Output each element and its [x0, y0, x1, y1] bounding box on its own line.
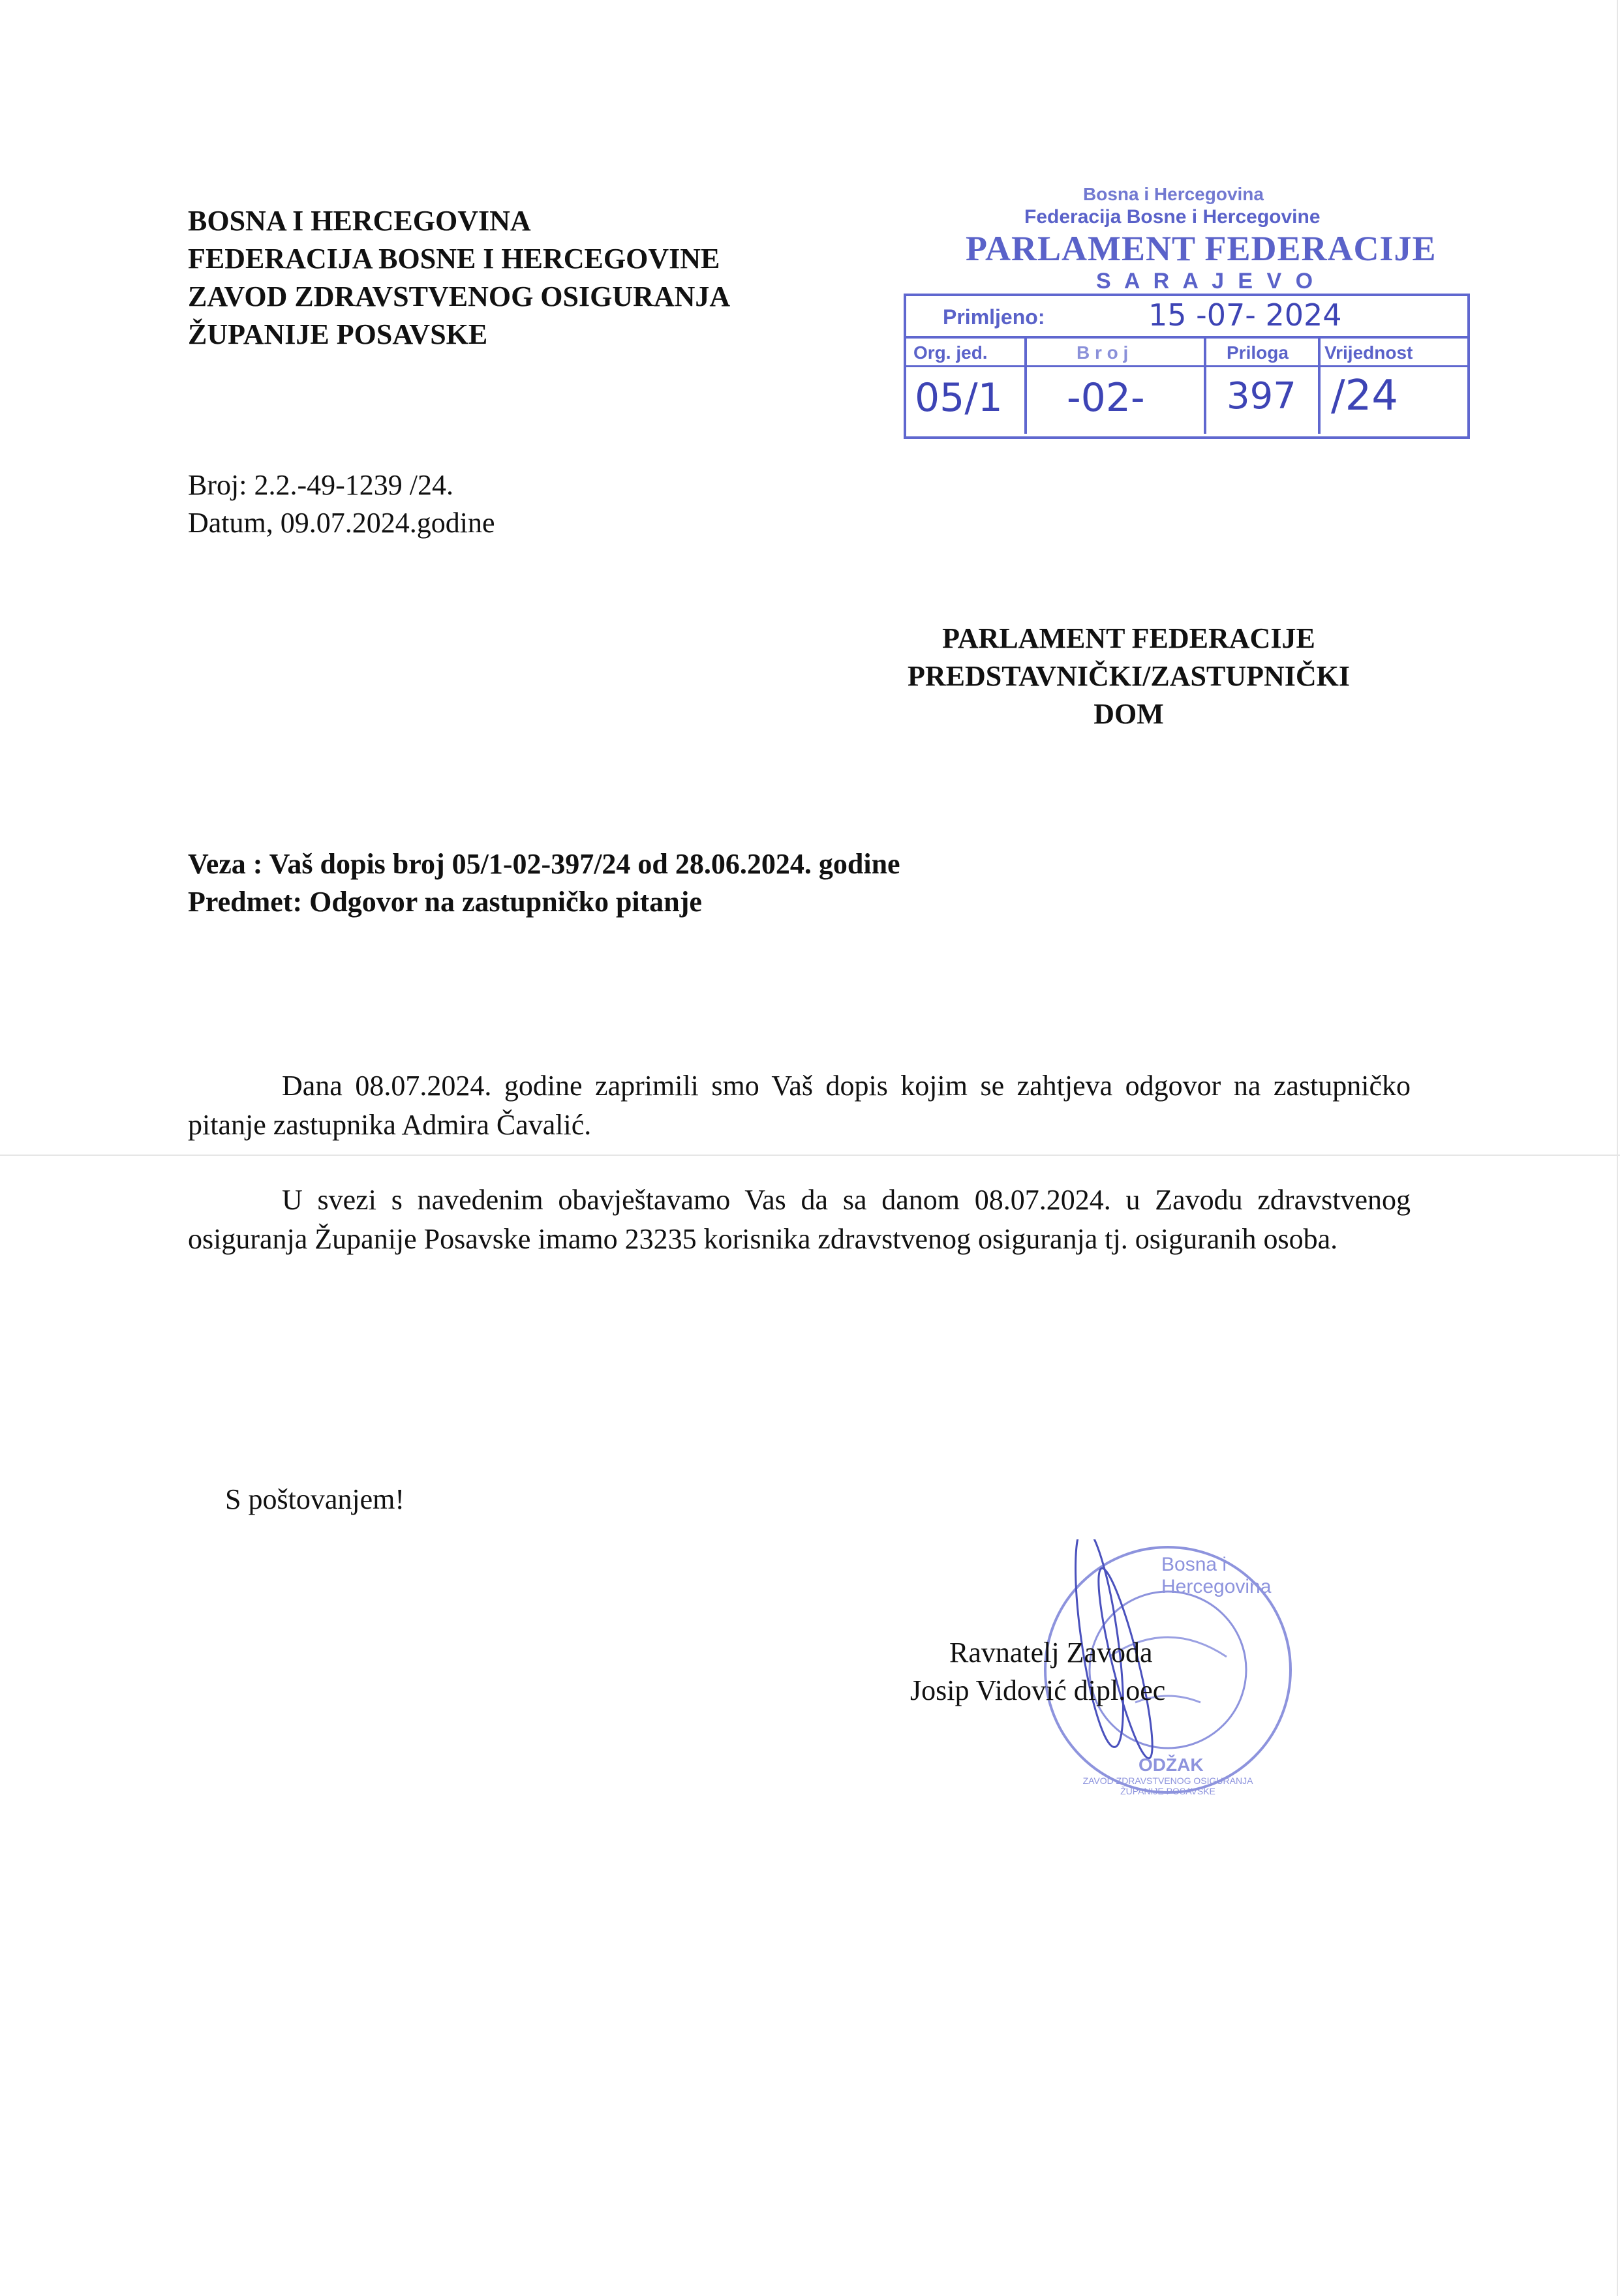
paper-edge-line — [1617, 0, 1618, 2296]
stamp-line-city: S A R A J E V O — [1096, 269, 1317, 294]
stamp-col-attachments: Priloga — [1227, 342, 1289, 363]
sender-block — [188, 202, 730, 354]
stamp-value-attachments: 397 — [1227, 375, 1296, 417]
stamp-row-divider — [904, 365, 1467, 367]
paper-fold-line — [0, 1155, 1620, 1156]
subject-title: Predmet: Odgovor na zastupničko pitanje — [188, 886, 702, 918]
stamp-received-date: 15 -07- 2024 — [1148, 297, 1342, 333]
subject-reference: Veza : Vaš dopis broj 05/1-02-397/24 od 28.06.2024. godine — [188, 848, 900, 880]
sender-line-country: BOSNA I HERCEGOVINA — [188, 205, 531, 237]
signatory-name: Josip Vidović dipl.oec — [910, 1674, 1166, 1706]
receipt-stamp — [900, 176, 1475, 457]
body-paragraph-2: U svezi s navedenim obavještavamo Vas da sa danom 08.07.2024. u Zavodu zdravstvenog osiguranja Županije Posavske imamo 23235 korisnika zdravstvenog osiguranja tj. osiguranih osoba. — [188, 1184, 1411, 1255]
stamp-value-org-unit: 05/1 — [915, 375, 1003, 421]
stamp-line-country: Bosna i Hercegovina — [1083, 184, 1264, 204]
recipient-line-house: PREDSTAVNIČKI/ZASTUPNIČKI — [907, 660, 1351, 692]
closing-salutation: S poštovanjem! — [225, 1483, 405, 1515]
stamp-value-number: -02- — [1067, 375, 1145, 421]
stamp-received-label: Primljeno: — [943, 305, 1045, 329]
seal-top-text: Bosna i Hercegovina — [1161, 1554, 1272, 1597]
stamp-col-org-unit: Org. jed. — [913, 342, 988, 363]
recipient-line-dom: DOM — [1093, 698, 1164, 730]
stamp-line-parliament: PARLAMENT FEDERACIJE — [966, 229, 1437, 268]
signatory-title: Ravnatelj Zavoda — [949, 1637, 1153, 1669]
recipient-line-parliament: PARLAMENT FEDERACIJE — [942, 622, 1315, 654]
stamp-col-divider — [1318, 336, 1321, 434]
stamp-col-number: B r o j — [1077, 342, 1129, 363]
seal-center-text: ODŽAK — [1139, 1755, 1204, 1775]
sender-line-canton: ŽUPANIJE POSAVSKE — [188, 318, 488, 350]
reference-number: Broj: 2.2.-49-1239 /24. — [188, 469, 453, 501]
sender-line-institution: ZAVOD ZDRAVSTVENOG OSIGURANJA — [188, 280, 731, 312]
stamp-col-divider — [1024, 336, 1027, 434]
reference-date: Datum, 09.07.2024.godine — [188, 507, 495, 539]
stamp-value-year: /24 — [1331, 372, 1398, 420]
stamp-col-divider — [1204, 336, 1206, 434]
stamp-row-divider — [904, 336, 1467, 339]
stamp-line-federation: Federacija Bosne i Hercegovine — [1024, 206, 1321, 228]
body-paragraph-1: Dana 08.07.2024. godine zaprimili smo Vaš dopis kojim se zahtjeva odgovor na zastupničko pitanje zastupnika Admira Čavalić. — [188, 1070, 1411, 1141]
seal-ring-text: ZAVOD ZDRAVSTVENOG OSIGURANJA ŽUPANIJE POSAVSKE — [1082, 1775, 1253, 1796]
recipient-block — [848, 620, 1409, 733]
sender-line-federation: FEDERACIJA BOSNE I HERCEGOVINE — [188, 243, 720, 275]
stamp-col-value: Vrijednost — [1324, 342, 1413, 363]
